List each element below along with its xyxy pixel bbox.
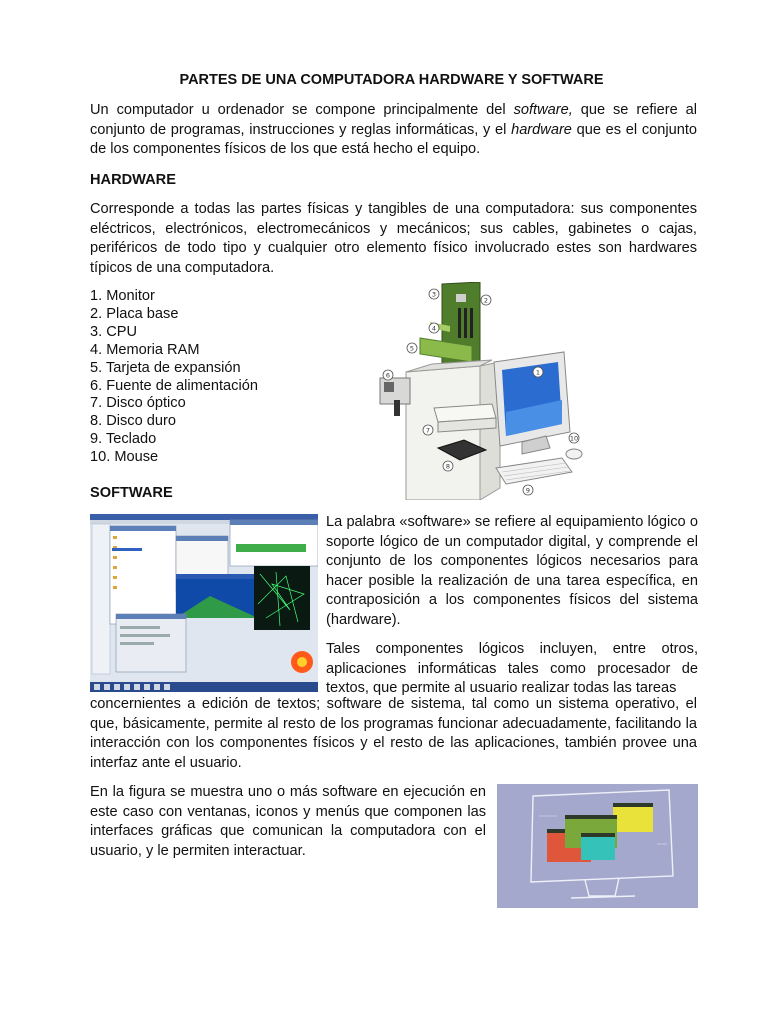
intro-text-3: que es el conjunto de los componentes físicos de los que está hecho el equipo.	[90, 121, 697, 158]
hardware-parts-illustration	[372, 282, 592, 500]
list-item: 5. Tarjeta de expansión	[90, 359, 241, 376]
list-item: 4. Memoria RAM	[90, 341, 200, 358]
callout-8	[443, 461, 453, 471]
callout-3	[429, 289, 439, 299]
callout-1	[533, 367, 543, 377]
svg-text:7: 7	[425, 426, 431, 435]
software-paragraph-3: En la figura se muestra uno o más software en ejecución en este caso con ventanas, iconos y menús que componen las interfaces gráficas que comunican la computadora con el usuario, y le permiten interactuar.	[90, 784, 486, 859]
software-heading: SOFTWARE	[90, 485, 173, 501]
intro-text-1: Un computador u ordenador se compone principalmente del	[90, 102, 514, 118]
page-title: PARTES DE UNA COMPUTADORA HARDWARE Y SOFTWARE	[179, 72, 604, 88]
gui-windows-illustration	[497, 784, 698, 908]
hardware-list	[90, 288, 290, 467]
svg-text:3: 3	[431, 290, 437, 299]
intro-paragraph	[90, 101, 697, 160]
svg-text:1: 1	[535, 368, 541, 377]
svg-text:8: 8	[445, 462, 451, 471]
list-item: 7. Disco óptico	[90, 395, 186, 412]
svg-text:4: 4	[431, 324, 437, 333]
callout-9	[523, 485, 533, 495]
intro-text-2: que se refiere al conjunto de programas, instrucciones y reglas informáticas, y el	[90, 102, 697, 138]
intro-em-hardware: hardware	[511, 121, 572, 138]
list-item: 10. Mouse	[90, 449, 159, 466]
list-item: 2. Placa base	[90, 305, 179, 322]
software-desktop-screenshot	[90, 514, 318, 692]
svg-text:9: 9	[525, 486, 531, 495]
callout-7	[423, 425, 433, 435]
list-item: 1. Monitor	[90, 288, 155, 304]
svg-text:10: 10	[569, 434, 579, 443]
callout-4	[429, 323, 439, 333]
intro-em-software: software,	[513, 102, 573, 118]
hardware-paragraph: Corresponde a todas las partes físicas y tangibles de una computadora: sus componentes eléctricos, electrónicos, electromecánicos y mecánicos; sus cables, gabinetes o cajas, periféricos de todo tipo y cualquier otro elemento físico involucrado estes son hardwares típicos de una computadora.	[90, 201, 697, 276]
callout-5	[407, 343, 417, 353]
list-item: 8. Disco duro	[90, 413, 176, 430]
callout-2	[481, 295, 491, 305]
list-item: 9. Teclado	[90, 431, 157, 448]
svg-text:6: 6	[385, 371, 391, 380]
callout-6	[383, 370, 393, 380]
callout-10	[569, 433, 579, 443]
svg-text:2: 2	[483, 296, 489, 305]
list-item: 6. Fuente de alimentación	[90, 377, 258, 394]
svg-text:5: 5	[409, 344, 415, 353]
software-paragraph-2-top: Tales componentes lógicos incluyen, entre otros, aplicaciones informáticas tales como procesador de textos, que permite al usuario realizar todas las tareas	[326, 641, 698, 697]
software-paragraph-1: La palabra «software» se refiere al equipamiento lógico o soporte lógico de un computador digital, y comprende el conjunto de los componentes lógicos necesarios para hacer posible la realización de una tarea específica, en contraposición a los componentes físicos del sistema (hardware).	[326, 514, 698, 628]
hardware-heading: HARDWARE	[90, 172, 176, 188]
list-item: 3. CPU	[90, 323, 138, 340]
software-paragraph-2-bottom: concernientes a edición de textos; software de sistema, tal como un sistema operativo, el que, básicamente, permite al resto de los programas funcionar adecuadamente, facilitando la interacción con los componentes físicos y el resto de las aplicaciones, también provee una interfaz ante el usuario.	[90, 696, 697, 771]
